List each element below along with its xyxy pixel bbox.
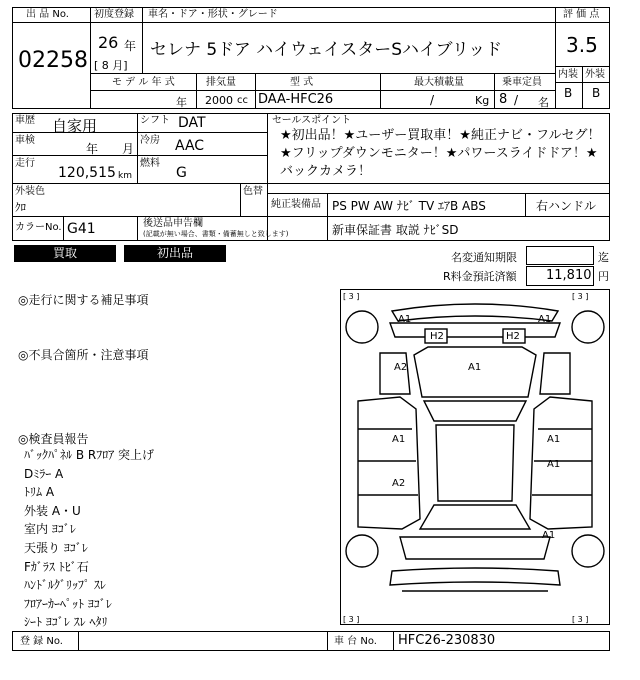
mark-a1-left-door: A1	[392, 434, 406, 445]
inspector-item: 天張り ﾖｺﾞﾚ	[24, 541, 88, 555]
inspector-item: Dﾐﾗｰ A	[24, 466, 64, 481]
color-no-label: カラーNo.	[15, 222, 62, 233]
mark-a1-hood: A1	[468, 362, 482, 373]
inspector-item: ｼｰﾄ ﾖｺﾞﾚ ｽﾚ ﾍﾀﾘ	[24, 615, 108, 630]
color-change-label: 色替	[243, 186, 263, 197]
registration-year: 26	[98, 33, 119, 52]
corner-tl: [ 3 ]	[343, 292, 360, 301]
grade-label: 評 価 点	[563, 9, 600, 20]
inspector-item: 外装 A・U	[24, 503, 81, 518]
displacement-unit: cc	[237, 95, 248, 106]
handle-value: 右ハンドル	[536, 199, 597, 213]
exterior-label: 外装	[585, 69, 605, 80]
post-send-value: 新車保証書 取説 ﾅﾋﾞSD	[332, 223, 459, 237]
lot-number: 02258	[18, 48, 88, 73]
aircon-label: 冷房	[140, 135, 160, 146]
footer-frame	[12, 631, 610, 651]
purchase-badge: 買取	[14, 245, 116, 262]
inspector-item: ﾊﾝﾄﾞﾙｸﾞﾘｯﾌﾟ ｽﾚ	[24, 578, 106, 593]
corner-br: [ 3 ]	[572, 615, 589, 624]
model-value: DAA-HFC26	[258, 92, 334, 107]
notice-suffix: 迄	[598, 251, 609, 264]
mark-a2-hood-left: A2	[394, 362, 408, 373]
aircon-value: AAC	[175, 138, 205, 154]
load-slash: /	[430, 93, 435, 107]
inspector-item: Fｶﾞﾗｽ ﾄﾋﾞ石	[24, 559, 89, 574]
equipment-label: 純正装備品	[271, 199, 321, 210]
exterior-color-label: 外装色	[15, 186, 45, 197]
mark-a1-top-left: A1	[398, 314, 412, 325]
first-listing-badge: 初出品	[124, 245, 226, 262]
fuel-value: G	[176, 165, 187, 181]
model-header: 型 式	[290, 77, 314, 88]
notice-label: 名変通知期限	[451, 251, 517, 264]
interior-grade: B	[564, 86, 573, 100]
post-send-note: (記載が無い場合、書類・備蓄無しと致します)	[143, 230, 289, 238]
history-label: 車歴	[15, 115, 35, 126]
corner-tr: [ 3 ]	[572, 292, 589, 301]
recycle-unit: 円	[598, 270, 609, 283]
capacity-value: 8	[499, 92, 508, 107]
chassis-label: 車 台 No.	[334, 636, 377, 647]
post-send-label: 後送品申告欄	[143, 218, 203, 229]
corner-bl: [ 3 ]	[343, 615, 360, 624]
inspection-year-unit: 年	[86, 142, 99, 156]
mileage-label: 走行	[15, 158, 35, 169]
equipment-value: PS PW AW ﾅﾋﾞ TV ｴｱB ABS	[332, 199, 486, 213]
mark-a1-right-door1: A1	[547, 434, 561, 445]
displacement-value: 2000	[205, 94, 233, 107]
recycle-label: R料金預託済額	[443, 270, 517, 283]
mark-a1-right-door2: A1	[547, 459, 561, 470]
inspector-item: 室内 ﾖｺﾞﾚ	[24, 522, 76, 537]
sales-point-text: ★初出品！★ユーザー買取車！★純正ナビ・フルセグ！★フリップダウンモニター！★パワースライドドア！★バックカメラ！	[280, 128, 601, 179]
registration-label: 初度登録	[94, 9, 134, 20]
history-value: 自家用	[52, 117, 98, 135]
displacement-header: 排気量	[206, 77, 236, 88]
registration-year-unit: 年	[124, 39, 137, 53]
max-load-header: 最大積載量	[414, 77, 464, 88]
sales-point-label: セールスポイント	[272, 115, 352, 126]
car-name-label: 車名・ドア・形状・グレード	[148, 9, 278, 20]
inspector-item: ﾊﾞｯｸﾊﾟﾈﾙ B Rﾌﾛｱ 突上げ	[24, 448, 155, 462]
mark-h2-right: H2	[506, 331, 520, 342]
mark-a1-top-right: A1	[538, 314, 552, 325]
fuel-label: 燃料	[140, 158, 160, 169]
exterior-color-value: ｸﾛ	[15, 201, 26, 214]
model-year-header: モ デ ル 年 式	[112, 77, 175, 88]
inspector-item: ﾌﾛｱｰｶｰﾍﾟｯﾄ ﾖｺﾞﾚ	[24, 596, 112, 611]
grade-score: 3.5	[566, 33, 598, 57]
shift-label: シフト	[140, 115, 170, 126]
reg-no-label: 登 録 No.	[20, 636, 63, 647]
interior-label: 内装	[558, 69, 578, 80]
load-unit: Kg	[475, 94, 490, 107]
defects-section-title: ◎不具合箇所・注意事項	[18, 348, 149, 362]
inspection-label: 車検	[15, 135, 35, 146]
color-no-value: G41	[67, 221, 96, 237]
mileage-value: 120,515	[58, 165, 116, 181]
inspector-item: ﾄﾘﾑ A	[24, 485, 55, 500]
capacity-slash: /	[514, 93, 519, 107]
inspection-month-unit: 月	[122, 142, 135, 156]
mark-h2-left: H2	[430, 331, 444, 342]
mark-a1-right-rear: A1	[542, 530, 556, 541]
shift-value: DAT	[178, 115, 206, 131]
mileage-unit: km	[118, 171, 132, 181]
car-name: セレナ 5ドア ハイウェイスターSハイブリッド	[150, 40, 503, 60]
exterior-grade: B	[592, 86, 601, 100]
model-year-unit: 年	[176, 96, 187, 109]
notice-field	[526, 246, 594, 265]
capacity-unit: 名	[538, 96, 549, 109]
capacity-header: 乗車定員	[502, 77, 542, 88]
registration-month: [ 8 月]	[94, 59, 128, 72]
recycle-value: 11,810	[546, 268, 592, 283]
mark-a2-left-rear: A2	[392, 478, 406, 489]
driving-section-title: ◎走行に関する補足事項	[18, 293, 149, 307]
lot-label: 出 品 No.	[26, 9, 69, 20]
inspector-section-title: ◎検査員報告	[18, 432, 89, 446]
car-diagram	[340, 289, 610, 625]
chassis-value: HFC26-230830	[398, 633, 496, 648]
